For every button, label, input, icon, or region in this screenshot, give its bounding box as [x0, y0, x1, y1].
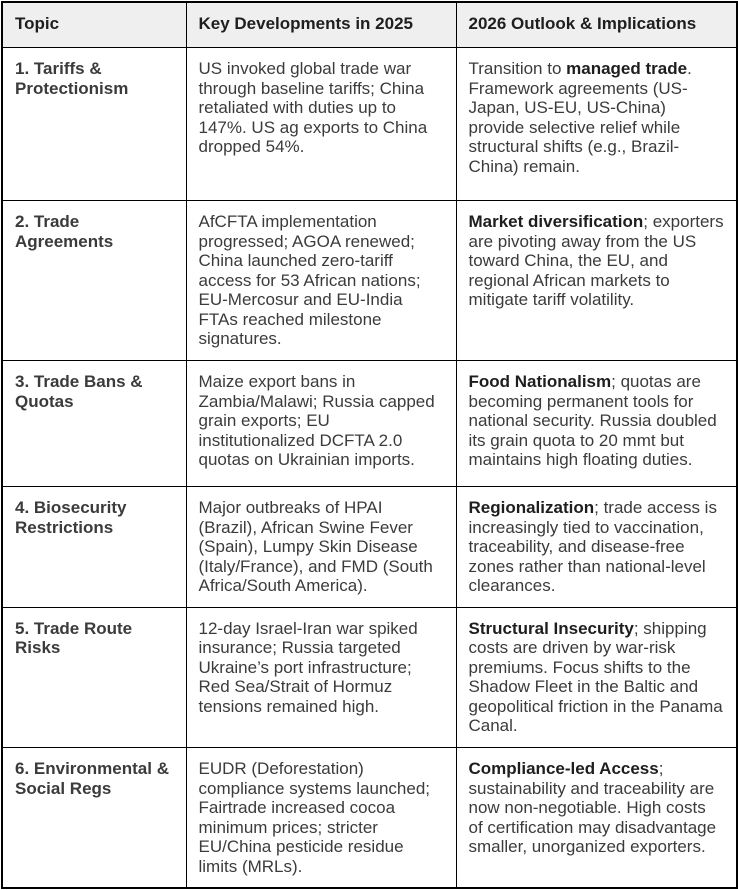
outlook-cell — [456, 201, 737, 361]
outlook-keyword: managed trade — [566, 59, 688, 78]
table-row-biosecurity — [2, 487, 737, 608]
outlook-keyword: Market diversification — [468, 212, 644, 231]
outlook-cell — [456, 748, 737, 889]
column-header-developments: Key Developments in 2025 — [186, 2, 456, 48]
topic-cell: 3. Trade Bans & Quotas — [2, 361, 186, 487]
topic-cell: 1. Tariffs & Protectionism — [2, 48, 186, 201]
table-row-trade-agreements — [2, 201, 737, 361]
outlook-text: ; quotas are becoming permanent tools for national security. Russia doubled its grain quota to 20 mmt but maintains high floating duties. — [468, 372, 717, 470]
topic-cell: 4. Biosecurity Restrictions — [2, 487, 186, 608]
outlook-cell — [456, 487, 737, 608]
topic-cell: 2. Trade Agreements — [2, 201, 186, 361]
table-row-tariffs — [2, 48, 737, 201]
outlook-keyword: Food Nationalism — [468, 372, 612, 391]
developments-cell: Maize export bans in Zambia/Malawi; Russia capped grain exports; EU institutionalized DCFTA 2.0 quotas on Ukrainian imports. — [186, 361, 456, 487]
table-header-row — [2, 2, 737, 48]
outlook-text: ; trade access is increasingly tied to vaccination, traceability, and disease-free zones rather than national-level clearances. — [468, 498, 717, 596]
outlook-cell — [456, 48, 737, 201]
developments-cell: EUDR (Deforestation) compliance systems launched; Fairtrade increased cocoa minimum prices; stricter EU/China pesticide residue limits (MRLs). — [186, 748, 456, 889]
outlook-text: . Framework agreements (US-Japan, US-EU, US-China) provide selective relief while structural shifts (e.g., Brazil-China) remain. — [468, 59, 692, 176]
topic-cell: 5. Trade Route Risks — [2, 607, 186, 747]
table-row-trade-bans — [2, 361, 737, 487]
header-row — [2, 2, 737, 48]
column-header-topic: Topic — [2, 2, 186, 48]
developments-cell: 12-day Israel-Iran war spiked insurance; Russia targeted Ukraine’s port infrastructure; Red Sea/Strait of Hormuz tensions remained high. — [186, 607, 456, 747]
table-body — [2, 48, 737, 889]
outlook-text: Transition to — [468, 59, 567, 78]
developments-cell: Major outbreaks of HPAI (Brazil), African Swine Fever (Spain), Lumpy Skin Disease (Italy/France), and FMD (South Africa/South America). — [186, 487, 456, 608]
table-row-trade-routes — [2, 607, 737, 747]
topic-cell: 6. Environmental & Social Regs — [2, 748, 186, 889]
table-row-environmental — [2, 748, 737, 889]
column-header-outlook: 2026 Outlook & Implications — [456, 2, 737, 48]
developments-cell: US invoked global trade war through baseline tariffs; China retaliated with duties up to 147%. US ag exports to China dropped 54%. — [186, 48, 456, 201]
outlook-text: ; exporters are pivoting away from the US toward China, the EU, and regional African markets to mitigate tariff volatility. — [468, 212, 724, 310]
outlook-keyword: Regionalization — [468, 498, 595, 517]
outlook-keyword: Compliance-led Access — [468, 759, 659, 779]
outlook-cell — [456, 607, 737, 747]
outlook-text: ; sustainability and traceability are now non-negotiable. High costs of certification may disadvantage smaller, unorganized exporters. — [468, 759, 717, 857]
outlook-keyword: Structural Insecurity — [468, 618, 634, 638]
outlook-cell — [456, 361, 737, 487]
outlook-text: ; shipping costs are driven by war-risk premiums. Focus shifts to the Shadow Fleet in the Baltic and geopolitical friction in the Panama Canal. — [468, 618, 723, 736]
developments-cell: AfCFTA implementation progressed; AGOA renewed; China launched zero-tariff access for 53 African nations; EU-Mercosur and EU-India FTAs reached milestone signatures. — [186, 201, 456, 361]
trade-outlook-table — [1, 1, 738, 889]
